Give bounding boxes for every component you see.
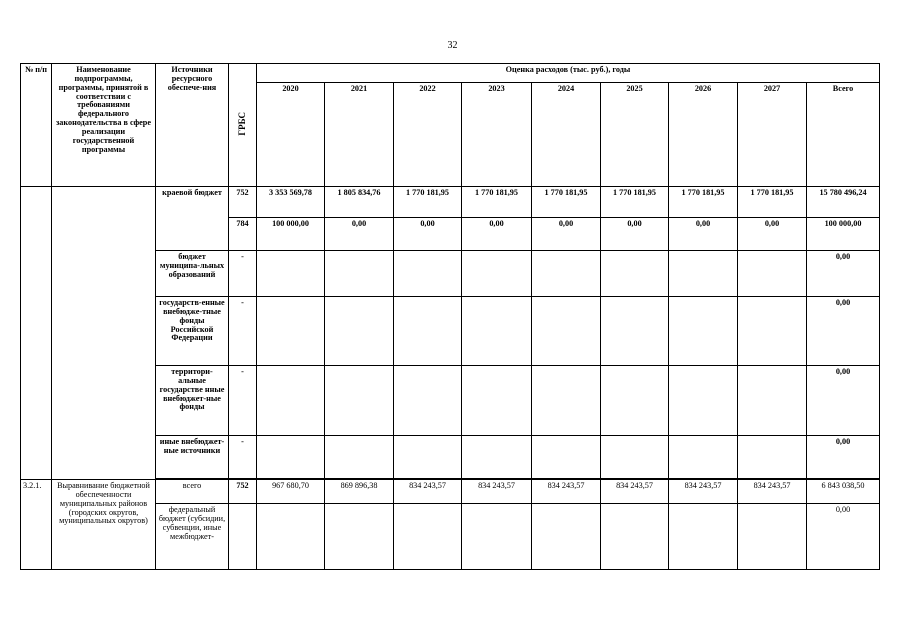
header-no: № п/п [21,64,52,187]
grbs-cell: 752 [229,480,257,504]
value-cell: 0,00 [394,218,462,251]
value-cell: 967 680,70 [257,480,325,504]
total-cell: 15 780 496,24 [807,187,880,218]
grbs-cell: - [229,436,257,479]
header-year: 2026 [669,83,738,187]
header-estimate: Оценка расходов (тыс. руб.), годы [257,64,880,83]
grbs-cell: 784 [229,218,257,251]
value-cell: 0,00 [669,218,738,251]
expenditure-table [20,63,880,570]
source-cell: краевой бюджет [156,187,229,251]
header-year: 2025 [601,83,669,187]
source-cell: территори-альные государстве нные внебюджет-ные фонды [156,366,229,436]
value-cell: 834 243,57 [532,480,601,504]
total-cell: 0,00 [807,436,880,479]
grbs-cell: - [229,251,257,297]
value-cell: 0,00 [738,218,807,251]
source-cell: государств-енные внебюдже-тные фонды Российской Федерации [156,297,229,366]
total-cell: 6 843 038,50 [807,480,880,504]
grbs-cell: - [229,366,257,436]
source-cell: бюджет муниципа-льных образований [156,251,229,297]
value-cell: 834 243,57 [462,480,532,504]
source-cell: федеральный бюджет (субсидии, субвенции, иные межбюджет- [156,504,229,570]
header-year: 2027 [738,83,807,187]
total-cell: 0,00 [807,297,880,366]
header-total: Всего [807,83,880,187]
value-cell: 834 243,57 [669,480,738,504]
value-cell: 0,00 [325,218,394,251]
header-year: 2022 [394,83,462,187]
header-row-1 [21,64,880,83]
table-row [21,480,880,504]
header-year: 2024 [532,83,601,187]
value-cell: 834 243,57 [738,480,807,504]
table-row [21,187,880,218]
value-cell: 1 770 181,95 [669,187,738,218]
block2-no: 3.2.1. [21,480,52,570]
value-cell: 100 000,00 [257,218,325,251]
block2-name: Выравнивание бюджетной обеспеченности муниципальных районов (городских округов, муниципальных округов) [52,480,156,570]
header-year: 2021 [325,83,394,187]
total-cell: 0,00 [807,504,880,570]
value-cell: 0,00 [601,218,669,251]
header-year: 2023 [462,83,532,187]
value-cell: 1 770 181,95 [532,187,601,218]
header-name: Наименование подпрограммы, программы, принятой в соответствии с требованиями федерального законодательства в сфере реализации государственной программы [52,64,156,187]
value-cell: 1 770 181,95 [394,187,462,218]
header-source: Источники ресурсного обеспече-ния [156,64,229,187]
value-cell: 1 805 834,76 [325,187,394,218]
total-cell: 0,00 [807,366,880,436]
source-cell: всего [156,480,229,504]
value-cell: 3 353 569,78 [257,187,325,218]
value-cell: 834 243,57 [601,480,669,504]
value-cell: 1 770 181,95 [738,187,807,218]
block1-name [52,187,156,480]
value-cell: 0,00 [462,218,532,251]
value-cell: 1 770 181,95 [462,187,532,218]
value-cell: 869 896,38 [325,480,394,504]
value-cell: 1 770 181,95 [601,187,669,218]
grbs-cell: - [229,297,257,366]
block1-no [21,187,52,480]
grbs-cell: 752 [229,187,257,218]
total-cell: 0,00 [807,251,880,297]
header-grbs-cell [229,64,257,187]
header-year: 2020 [257,83,325,187]
value-cell: 0,00 [532,218,601,251]
total-cell: 100 000,00 [807,218,880,251]
value-cell: 834 243,57 [394,480,462,504]
source-cell: иные внебюджет-ные источники [156,436,229,479]
page-number: 32 [447,40,458,51]
header-grbs: ГРБС [236,111,247,136]
